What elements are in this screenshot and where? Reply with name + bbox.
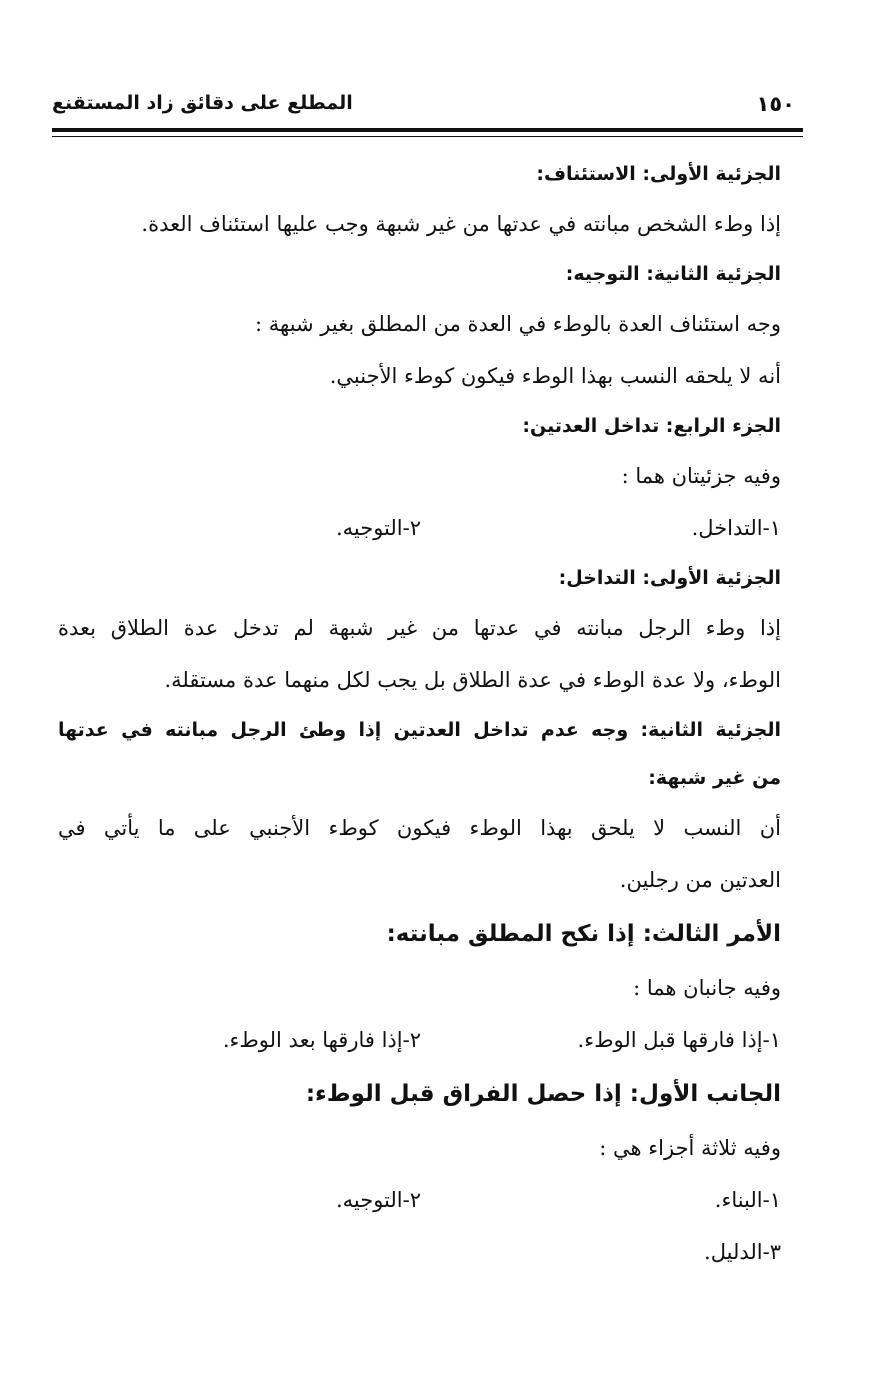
list-item: ١-إذا فارقها قبل الوطء.	[577, 1028, 781, 1052]
running-title: المطلع على دقائق زاد المستقنع	[52, 92, 353, 114]
numbered-list	[58, 1014, 781, 1066]
major-heading: الجانب الأول: إذا حصل الفراق قبل الوطء:	[305, 1081, 781, 1107]
page-header	[52, 88, 803, 128]
list-item: ٢-التوجيه.	[335, 1188, 421, 1212]
header-rule-thin	[52, 136, 803, 137]
paragraph: وفيه جانبان هما :	[633, 976, 781, 1000]
paragraph: وفيه جزئيتان هما :	[621, 464, 781, 488]
paragraph-line: إذا وطء الرجل مبانته في عدتها من غير شبهة لم تدخل عدة الطلاق بعدة	[58, 616, 781, 640]
section-heading: الجزئية الثانية: التوجيه:	[565, 263, 781, 285]
page-body	[58, 150, 781, 1278]
section-heading: الجزء الرابع: تداخل العدتين:	[522, 415, 781, 437]
list-item: ٣-الدليل.	[704, 1240, 781, 1264]
paragraph: أنه لا يلحقه النسب بهذا الوطء فيكون كوطء الأجنبي.	[329, 364, 781, 388]
major-heading: الأمر الثالث: إذا نكح المطلق مبانته:	[386, 921, 781, 947]
paragraph-line: أن النسب لا يلحق بهذا الوطء فيكون كوطء الأجنبي على ما يأتي في	[58, 816, 781, 840]
paragraph-line: الوطء، ولا عدة الوطء في عدة الطلاق بل يجب لكل منهما عدة مستقلة.	[164, 668, 781, 692]
page-number: ١٥٠	[756, 92, 795, 116]
section-heading: من غير شبهة:	[648, 767, 781, 789]
list-item: ١-البناء.	[714, 1188, 781, 1212]
numbered-list	[58, 502, 781, 554]
paragraph: وفيه ثلاثة أجزاء هي :	[599, 1136, 781, 1160]
section-heading: الجزئية الأولى: الاستئناف:	[536, 163, 781, 185]
paragraph-line: العدتين من رجلين.	[619, 868, 781, 892]
section-heading: الجزئية الأولى: التداخل:	[558, 567, 781, 589]
numbered-list	[58, 1174, 781, 1226]
paragraph: إذا وطء الشخص مبانته في عدتها من غير شبهة وجب عليها استئناف العدة.	[141, 212, 781, 236]
list-item: ١-التداخل.	[691, 516, 781, 540]
section-heading: الجزئية الثانية: وجه عدم تداخل العدتين إذا وطئ الرجل مبانته في عدتها	[58, 719, 781, 741]
list-item: ٢-إذا فارقها بعد الوطء.	[222, 1028, 421, 1052]
list-item: ٢-التوجيه.	[335, 516, 421, 540]
header-rule-thick	[52, 128, 803, 132]
paragraph: وجه استئناف العدة بالوطء في العدة من المطلق بغير شبهة :	[255, 312, 781, 336]
